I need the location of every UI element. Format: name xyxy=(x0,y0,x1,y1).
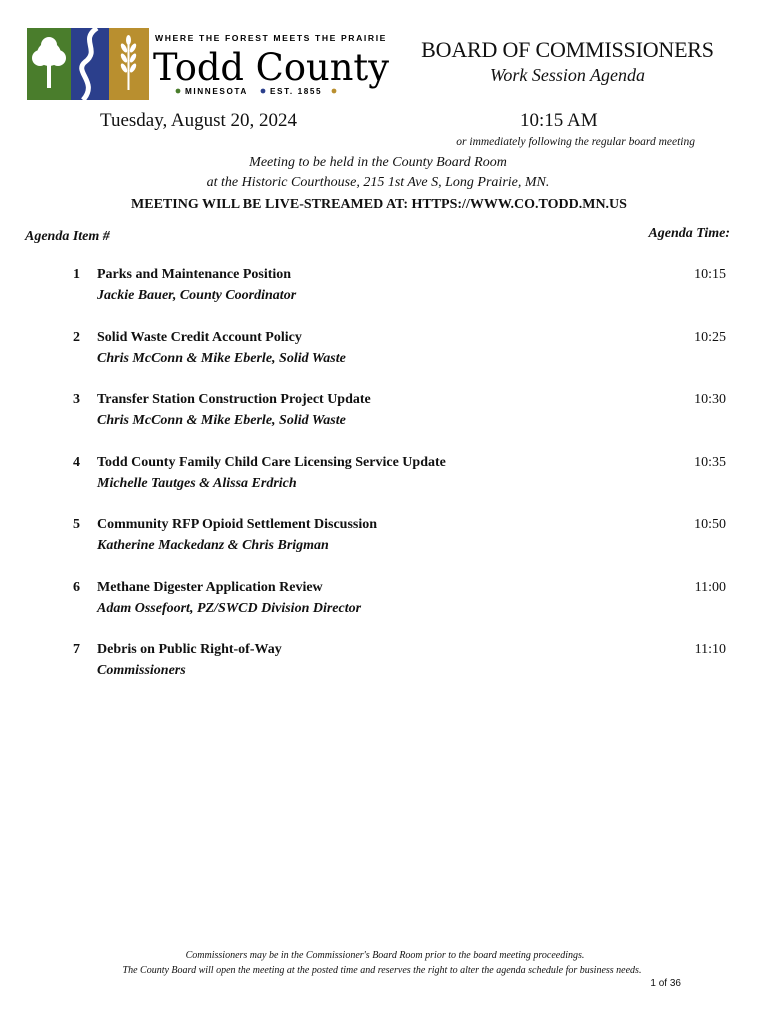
meeting-time-note: or immediately following the regular board meeting xyxy=(456,136,695,148)
agenda-item-time: 11:10 xyxy=(694,642,726,657)
agenda-item-number: 2 xyxy=(73,329,80,345)
agenda-item xyxy=(0,642,770,705)
agenda-list xyxy=(0,267,770,705)
meeting-location-line2: at the Historic Courthouse, 215 1st Ave S, Long Prairie, MN. xyxy=(206,175,550,190)
agenda-item-title: Solid Waste Credit Account Policy xyxy=(97,329,302,345)
agenda-item-number: 5 xyxy=(73,517,80,532)
agenda-item-presenter: Katherine Mackedanz & Chris Brigman xyxy=(97,538,329,553)
agenda-item-time: 10:35 xyxy=(694,454,726,470)
agenda-item-time: 10:50 xyxy=(694,517,726,532)
agenda-item xyxy=(0,455,770,518)
agenda-item-presenter: Chris McConn & Mike Eberle, Solid Waste xyxy=(97,413,346,428)
logo-state: MINNESOTA xyxy=(185,87,248,96)
board-subtitle: Work Session Agenda xyxy=(490,65,645,85)
agenda-item-number: 7 xyxy=(73,642,80,657)
agenda-item-presenter: Adam Ossefoort, PZ/SWCD Division Director xyxy=(97,600,362,616)
agenda-item-presenter: Commissioners xyxy=(97,663,186,678)
agenda-time-column-header: Agenda Time: xyxy=(648,226,730,241)
meeting-date: Tuesday, August 20, 2024 xyxy=(100,110,298,131)
agenda-item-title: Methane Digester Application Review xyxy=(97,579,323,595)
agenda-item-title: Todd County Family Child Care Licensing Service Update xyxy=(97,454,446,470)
agenda-item xyxy=(0,267,770,330)
agenda-item-number: 4 xyxy=(73,454,80,470)
dot-icon xyxy=(176,89,181,94)
agenda-item-column-header: Agenda Item # xyxy=(25,229,110,244)
agenda-item-presenter: Michelle Tautges & Alissa Erdrich xyxy=(97,475,297,491)
dot-icon xyxy=(332,89,337,94)
meeting-location-line1: Meeting to be held in the County Board Room xyxy=(249,155,507,170)
meeting-time: 10:15 AM xyxy=(520,110,598,131)
agenda-item-time: 10:30 xyxy=(694,392,726,407)
agenda-item-title: Transfer Station Construction Project Update xyxy=(97,392,371,407)
logo-graphic xyxy=(27,28,393,100)
agenda-item-time: 11:00 xyxy=(694,579,726,595)
logo-est: EST. 1855 xyxy=(270,87,323,96)
agenda-item-number: 3 xyxy=(73,392,80,407)
board-title: BOARD OF COMMISSIONERS xyxy=(421,37,714,62)
footer-note-1: Commissioners may be in the Commissioner's Board Room prior to the board meeting proceedings. xyxy=(185,950,585,961)
agenda-item xyxy=(0,330,770,393)
agenda-item-title: Debris on Public Right-of-Way xyxy=(97,642,282,657)
logo-tagline: WHERE THE FOREST MEETS THE PRAIRIE xyxy=(155,33,388,43)
agenda-item-presenter: Jackie Bauer, County Coordinator xyxy=(97,288,297,303)
logo-county-name: Todd County xyxy=(153,46,390,89)
page-number: 1 of 36 xyxy=(650,978,681,989)
agenda-item-time: 10:15 xyxy=(694,267,726,282)
agenda-item xyxy=(0,580,770,643)
agenda-item-number: 1 xyxy=(73,267,80,282)
agenda-item-presenter: Chris McConn & Mike Eberle, Solid Waste xyxy=(97,350,346,366)
dot-icon xyxy=(261,89,266,94)
todd-county-logo xyxy=(27,28,393,100)
agenda-item xyxy=(0,517,770,580)
agenda-item-title: Parks and Maintenance Position xyxy=(97,267,292,282)
footer-note-2: The County Board will open the meeting at the posted time and reserves the right to alter the agenda schedule for business needs. xyxy=(122,965,642,976)
agenda-item xyxy=(0,392,770,455)
agenda-item-title: Community RFP Opioid Settlement Discussion xyxy=(97,517,378,532)
agenda-item-number: 6 xyxy=(73,579,80,595)
agenda-item-time: 10:25 xyxy=(694,329,726,345)
livestream-notice: MEETING WILL BE LIVE-STREAMED AT: HTTPS://WWW.CO.TODD.MN.US xyxy=(131,197,627,212)
